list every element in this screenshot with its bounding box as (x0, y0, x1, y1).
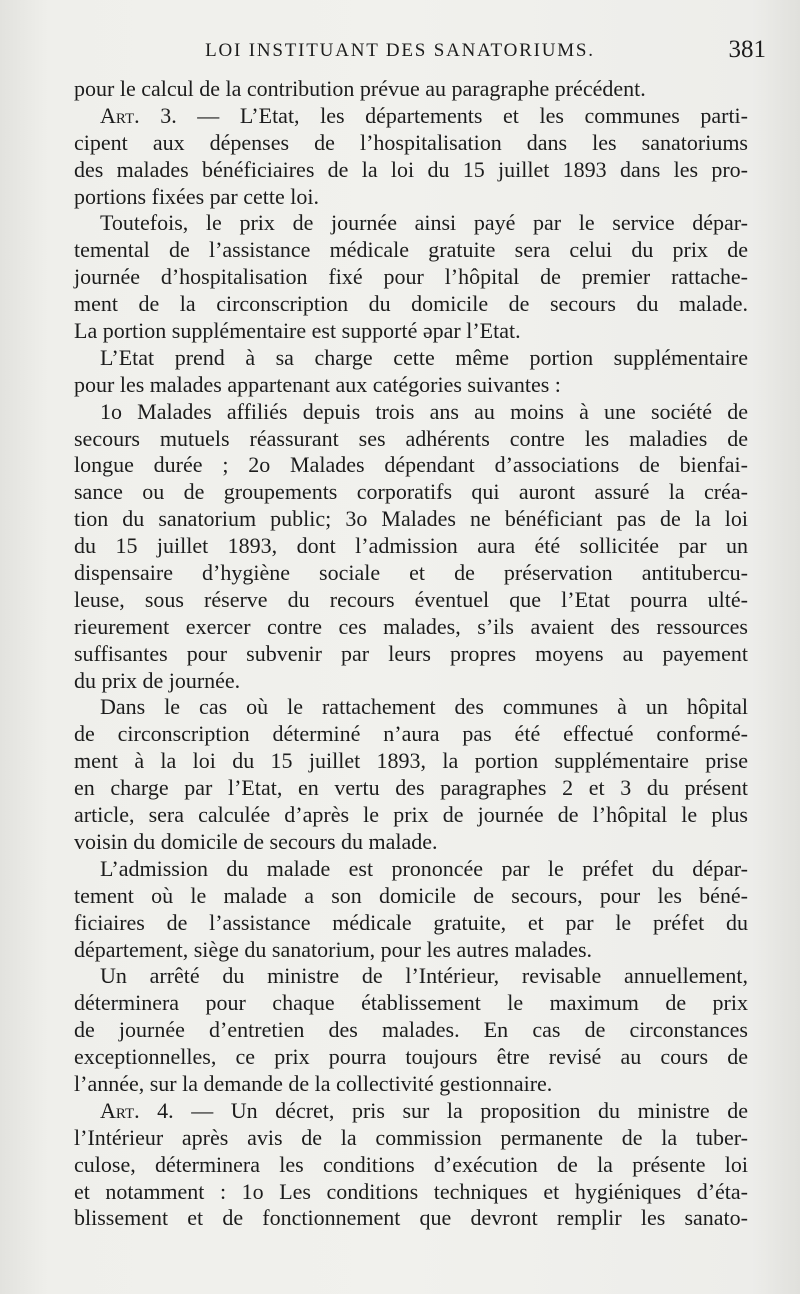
text-line (74, 426, 748, 453)
text-line (74, 990, 748, 1017)
line-text: Dans le cas où le rattachement des communes à un hôpital (100, 694, 748, 720)
line-text: département, siège du sanatorium, pour les autres malades. (74, 936, 593, 962)
line-text: ficiaires de l’assistance médicale gratuite, et par le préfet du (74, 909, 748, 935)
line-text: blissement et de fonctionnement que devront remplir les sanato- (74, 1205, 748, 1231)
body-text (74, 76, 748, 1232)
text-line (74, 533, 748, 560)
line-text: temental de l’assistance médicale gratuite sera celui du prix de (74, 237, 748, 263)
line-text: — L’Etat, les départements et les communes parti- (176, 102, 748, 128)
text-line (74, 1071, 748, 1098)
text-line (74, 506, 748, 533)
text-line (74, 76, 748, 103)
line-text: rieurement exercer contre ces malades, s’ils avaient des ressources (74, 613, 748, 639)
text-line (74, 721, 748, 748)
text-line (74, 291, 748, 318)
line-text: cipent aux dépenses de l’hospitalisation dans les sanatoriums (74, 129, 748, 155)
text-line (74, 775, 748, 802)
text-line (74, 1044, 748, 1071)
line-text: des malades bénéficiaires de la loi du 15 juillet 1893 dans les pro- (74, 156, 748, 182)
text-line (74, 614, 748, 641)
text-line (74, 1179, 748, 1206)
line-text: l’année, sur la demande de la collectivité gestionnaire. (74, 1070, 553, 1096)
line-text: journée d’hospitalisation fixé pour l’hôpital de premier rattache- (74, 264, 748, 290)
text-line (74, 1152, 748, 1179)
text-line (74, 937, 748, 964)
line-text: pour les malades appartenant aux catégories suivantes : (74, 371, 561, 397)
text-line (74, 1098, 748, 1125)
line-text: L’Etat prend à sa charge cette même portion supplémentaire (100, 344, 748, 370)
line-text: La portion supplémentaire est supporté ǝpar l’Etat. (74, 318, 521, 344)
line-text: et notamment : 1o Les conditions techniques et hygiéniques d’éta- (74, 1178, 748, 1204)
line-text: en charge par l’Etat, en vertu des paragraphes 2 et 3 du présent (74, 775, 748, 801)
text-line (74, 668, 748, 695)
line-text: ment de la circonscription du domicile de secours du malade. (74, 291, 748, 317)
text-line (74, 372, 748, 399)
line-text: Un arrêté du ministre de l’Intérieur, revisable annuellement, (100, 963, 748, 989)
line-text: Toutefois, le prix de journée ainsi payé par le service dépar- (100, 210, 748, 236)
text-line (74, 1017, 748, 1044)
line-text: du prix de journée. (74, 667, 241, 693)
article-number: Art. 3. (100, 102, 177, 128)
text-line (74, 963, 748, 990)
line-text: de circonscription déterminé n’aura pas été effectué conformé- (74, 721, 748, 747)
text-line (74, 641, 748, 668)
running-title: LOI INSTITUANT DES SANATORIUMS. (205, 40, 595, 61)
line-text: 1o Malades affiliés depuis trois ans au moins à une société de (100, 398, 748, 424)
text-line (74, 1125, 748, 1152)
text-line (74, 829, 748, 856)
line-text: du 15 juillet 1893, dont l’admission aura été sollicitée par un (74, 533, 748, 559)
line-text: — Un décret, pris sur la proposition du ministre de (173, 1097, 748, 1123)
line-text: secours mutuels réassurant ses adhérents contre les maladies de (74, 425, 748, 451)
text-line (74, 910, 748, 937)
line-text: longue durée ; 2o Malades dépendant d’associations de bienfai- (74, 452, 748, 478)
text-line (74, 264, 748, 291)
text-line (74, 237, 748, 264)
line-text: suffisantes pour subvenir par leurs propres moyens au payement (74, 640, 748, 666)
text-line (74, 587, 748, 614)
text-line (74, 1205, 748, 1232)
text-line (74, 130, 748, 157)
text-line (74, 318, 748, 345)
text-line (74, 560, 748, 587)
running-header (0, 36, 800, 70)
text-line (74, 345, 748, 372)
line-text: déterminera pour chaque établissement le maximum de prix (74, 990, 748, 1016)
text-line (74, 184, 748, 211)
line-text: ment à la loi du 15 juillet 1893, la portion supplémentaire prise (74, 748, 748, 774)
line-text: L’admission du malade est prononcée par le préfet du dépar- (100, 855, 748, 881)
text-line (74, 883, 748, 910)
text-line (74, 694, 748, 721)
line-text: tion du sanatorium public; 3o Malades ne bénéficiant pas de la loi (74, 506, 748, 532)
text-line (74, 103, 748, 130)
page-number: 381 (728, 36, 766, 63)
text-line (74, 210, 748, 237)
line-text: dispensaire d’hygiène sociale et de préservation antitubercu- (74, 560, 748, 586)
line-text: sance ou de groupements corporatifs qui auront assuré la créa- (74, 479, 748, 505)
article-number: Art. 4. (100, 1097, 174, 1123)
text-line (74, 748, 748, 775)
line-text: de journée d’entretien des malades. En cas de circonstances (74, 1017, 748, 1043)
line-text: culose, déterminera les conditions d’exécution de la présente loi (74, 1151, 748, 1177)
text-line (74, 157, 748, 184)
line-text: leuse, sous réserve du recours éventuel que l’Etat pourra ulté- (74, 586, 748, 612)
text-line (74, 479, 748, 506)
line-text: article, sera calculée d’après le prix de journée de l’hôpital le plus (74, 802, 748, 828)
line-text: exceptionnelles, ce prix pourra toujours être revisé au cours de (74, 1044, 748, 1070)
line-text: pour le calcul de la contribution prévue au paragraphe précédent. (74, 76, 646, 101)
line-text: tement où le malade a son domicile de secours, pour les béné- (74, 882, 748, 908)
text-line (74, 399, 748, 426)
line-text: l’Intérieur après avis de la commission permanente de la tuber- (74, 1124, 748, 1150)
line-text: portions fixées par cette loi. (74, 183, 319, 209)
text-line (74, 802, 748, 829)
line-text: voisin du domicile de secours du malade. (74, 828, 438, 854)
text-line (74, 856, 748, 883)
text-line (74, 452, 748, 479)
